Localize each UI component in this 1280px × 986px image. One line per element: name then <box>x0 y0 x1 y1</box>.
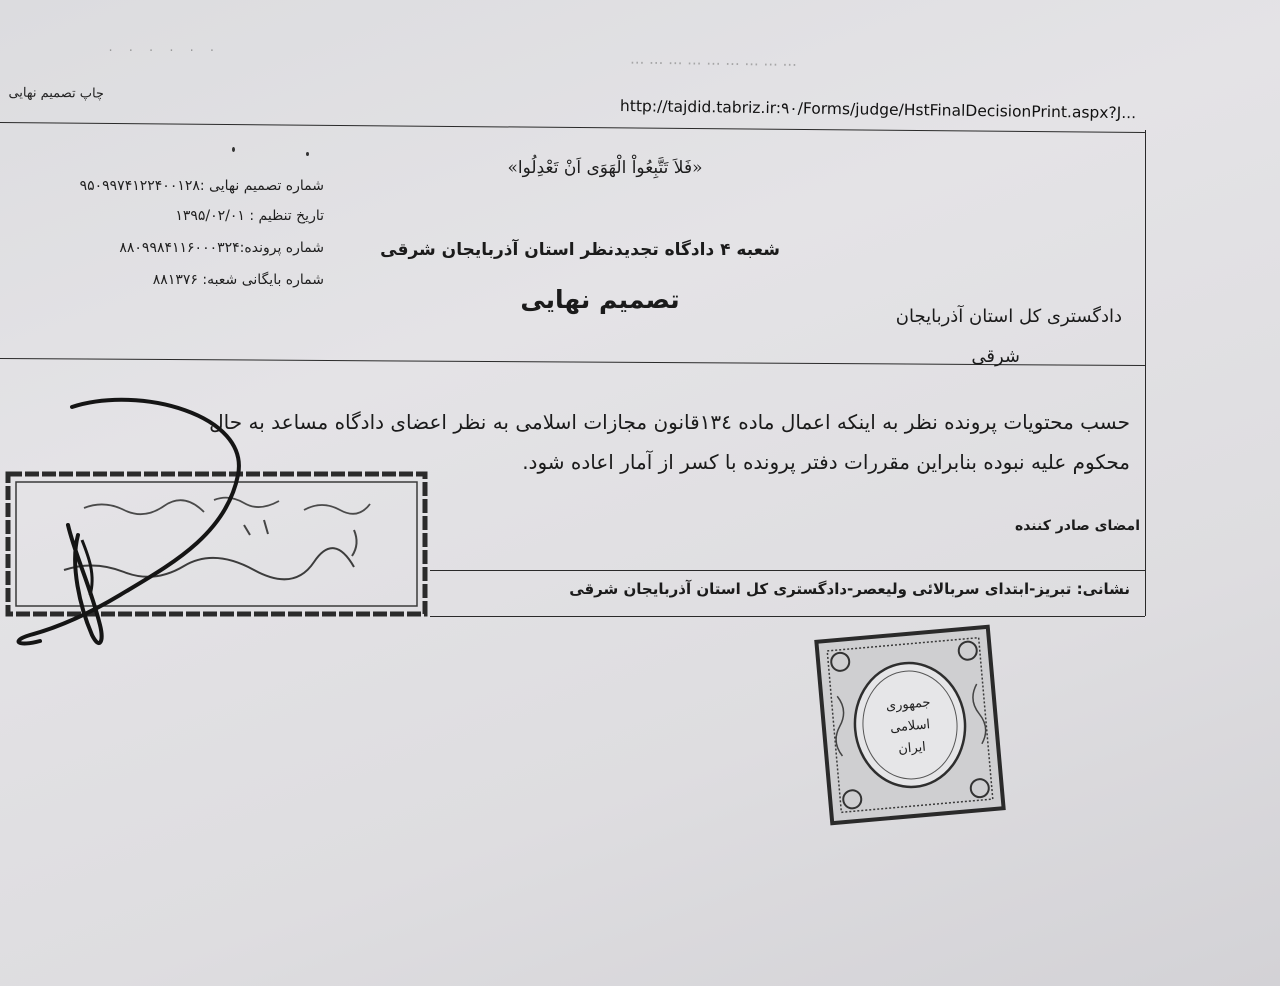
revenue-stamp-line: ایران <box>897 739 927 758</box>
page-url: http://tajdid.tabriz.ir:۹۰/Forms/judge/HstFinalDecisionPrint.aspx?J... <box>619 97 1137 123</box>
revenue-stamp-line: اسلامی <box>889 717 931 736</box>
revenue-stamp-line: جمهوری <box>885 695 932 714</box>
branch-title: شعبه ۴ دادگاه تجدیدنظر استان آذربایجان شرقی <box>380 240 780 260</box>
verse: «فَلاَ تَتَّبِعُواْ الْهَوَى اَنْ تَعْدِلُوا» <box>507 158 703 178</box>
table-right-border <box>1145 130 1146 616</box>
table-top-border <box>0 122 1145 133</box>
document-title: تصمیم نهایی <box>520 285 680 314</box>
court-name-continued: شرقی <box>971 346 1020 367</box>
decision-number: شماره تصمیم نهایی :۹۵۰۹۹۷۴۱۲۲۴۰۰۱۲۸ <box>79 178 324 194</box>
address: نشانی: تبریز-ابتدای سربالائی ولیعصر-دادگستری کل استان آذربایجان شرقی <box>569 580 1130 598</box>
speck <box>306 152 309 156</box>
decision-body-line-1: حسب محتویات پرونده نظر به اینکه اعمال ماده ۱۳٤قانون مجازات اسلامی به نظر اعضای دادگاه مساعد به حال <box>209 410 1130 434</box>
decision-body-line-2: محکوم علیه نبوده بنابراین مقررات دفتر پرونده با کسر از آمار اعاده شود. <box>522 450 1130 474</box>
case-number: شماره پرونده:۸۸۰۹۹۸۴۱۱۶۰۰۰۳۲۴ <box>119 240 324 256</box>
signer-label: امضای صادر کننده <box>1014 518 1140 534</box>
address-bottom-border <box>430 616 1145 617</box>
revenue-stamp-icon <box>812 623 1008 828</box>
browser-tab-title: چاپ تصمیم نهایی <box>8 85 105 102</box>
ghost-url-text: ··· ··· ··· ··· ··· ··· ··· ··· ··· <box>629 53 798 75</box>
speck <box>232 147 235 152</box>
ghost-header-text: · · · · · · <box>108 44 220 59</box>
court-name: دادگستری کل استان آذربایجان <box>895 306 1122 327</box>
signature-icon <box>0 395 260 675</box>
archive-number: شماره بایگانی شعبه: ۸۸۱۳۷۶ <box>152 272 324 288</box>
issue-date: تاریخ تنظیم : ۱۳۹۵/۰۲/۰۱ <box>175 208 324 224</box>
address-top-border <box>430 570 1145 571</box>
